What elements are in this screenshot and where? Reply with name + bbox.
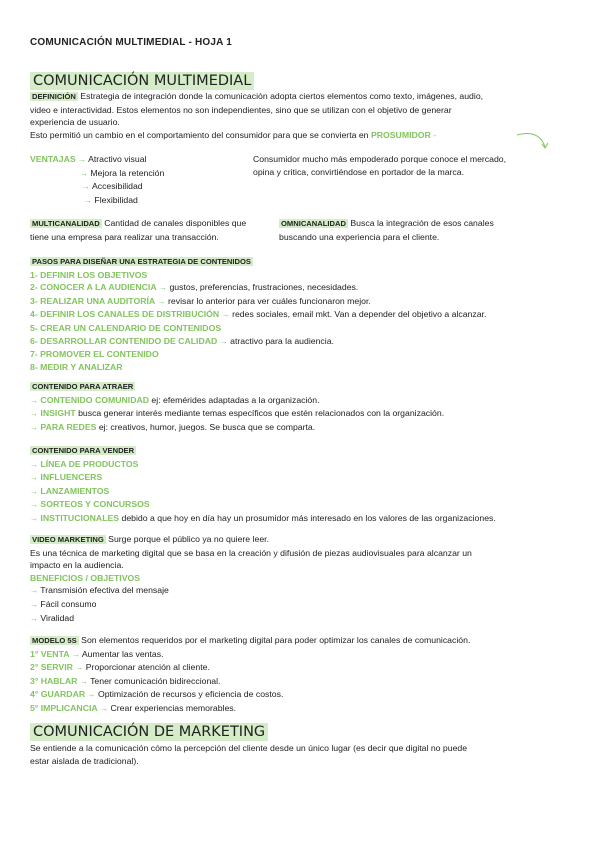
paso-title: 2- CONOCER A LA AUDIENCIA	[30, 282, 157, 293]
video-marketing-label: VIDEO MARKETING	[32, 535, 104, 544]
curved-arrow-icon	[515, 129, 555, 155]
ventajas-block	[30, 153, 260, 207]
atraer-item-desc: ej: creativos, humor, juegos. Se busca que se comparta.	[96, 421, 316, 432]
ventaja-item: Accesibilidad	[91, 181, 143, 192]
modelo-5s-block	[30, 634, 570, 716]
paso-item	[30, 308, 570, 322]
arrow-icon: →	[157, 296, 166, 306]
marketing-text-2: estar aislada de tradicional).	[30, 755, 139, 766]
paso-title: 7- PROMOVER EL CONTENIDO	[30, 349, 159, 360]
atraer-item	[30, 407, 570, 421]
definition-text-3: experiencia de usuario.	[30, 117, 120, 128]
modelo-item-title: 3° HABLAR	[30, 675, 78, 686]
modelo-item-desc: Proporcionar atención al cliente.	[85, 662, 210, 673]
arrow-icon: →	[30, 500, 38, 510]
vender-item	[30, 498, 570, 512]
beneficio-item	[30, 598, 570, 612]
atraer-item-title: CONTENIDO COMUNIDAD	[40, 394, 150, 405]
modelo-item-title: 4° GUARDAR	[30, 689, 86, 700]
beneficio-text: Viralidad	[40, 612, 75, 623]
arrow-icon: →	[78, 155, 87, 164]
beneficio-item	[30, 612, 570, 626]
modelo-item-title: 5° IMPLICANCIA	[30, 702, 98, 713]
arrow-icon: →	[30, 409, 38, 419]
arrow-icon: →	[30, 473, 38, 483]
modelo-item	[30, 702, 570, 716]
paso-item	[30, 361, 570, 374]
paso-item	[30, 322, 570, 335]
multicanalidad-text-1: Cantidad de canales disponibles que	[101, 218, 247, 228]
cambio-text: Esto permitió un cambio en el comportamiento del consumidor para que se convierta en	[30, 129, 371, 140]
beneficios-label: BENEFICIOS / OBJETIVOS	[30, 572, 141, 583]
vender-item-title: LANZAMIENTOS	[40, 485, 110, 496]
modelo-item-desc: Tener comunicación bidireccional.	[90, 675, 221, 686]
paso-desc: gustos, preferencias, frustraciones, necesidades.	[169, 282, 359, 293]
vender-item	[30, 485, 570, 499]
omnicanalidad-block	[279, 217, 570, 243]
modelo-item	[30, 675, 570, 689]
modelo-item	[30, 688, 570, 702]
paso-item	[30, 295, 570, 309]
paso-item	[30, 269, 570, 282]
arrow-icon: →	[30, 613, 38, 623]
arrow-icon: →	[71, 649, 80, 659]
paso-desc: atractivo para la audiencia.	[230, 335, 334, 346]
arrow-icon: →	[159, 283, 168, 293]
pasos-label: PASOS PARA DISEÑAR UNA ESTRATEGIA DE CONTENIDOS	[32, 257, 251, 266]
modelo-item-title: 1° VENTA	[30, 648, 70, 659]
modelo-item-title: 2° SERVIR	[30, 662, 73, 673]
arrow-icon: →	[100, 703, 109, 713]
atraer-item-title: INSIGHT	[40, 408, 76, 419]
beneficio-item	[30, 584, 570, 598]
omnicanalidad-text-1: Busca la integración de esos canales	[347, 218, 494, 228]
video-text-3: impacto en la audiencia.	[30, 560, 124, 571]
arrow-icon: →	[30, 459, 38, 469]
modelo-item	[30, 648, 570, 662]
dash-arrow-icon: -	[430, 129, 437, 140]
consumidor-block	[253, 153, 570, 178]
definition-text-1: Estrategia de integración donde la comunicación adopta ciertos elementos como texto, imágenes, audio,	[77, 91, 484, 101]
consumidor-text-2: opina y critica, convirtiéndose en portador de la marca.	[253, 166, 465, 177]
arrow-icon: →	[75, 663, 84, 673]
paso-title: 6- DESARROLLAR CONTENIDO DE CALIDAD	[30, 335, 218, 346]
video-text-2: Es una técnica de marketing digital que se basa en la creación y difusión de piezas audiovisuales para alcanzar un	[30, 547, 472, 558]
multicanalidad-block	[30, 217, 280, 243]
consumidor-text-1: Consumidor mucho más empoderado porque conoce el mercado,	[253, 154, 507, 164]
arrow-icon: →	[79, 676, 88, 686]
arrow-icon: →	[30, 599, 38, 609]
modelo-5s-text: Son elementos requeridos por el marketing digital para poder optimizar los canales de comunicación.	[78, 635, 471, 645]
marketing-text-1: Se entiende a la comunicación cómo la percepción del cliente desde un único lugar (es decir que digital no puede	[30, 743, 468, 753]
modelo-item-desc: Aumentar las ventas.	[81, 648, 164, 659]
modelo-5s-label: MODELO 5S	[32, 636, 77, 645]
atraer-item-title: PARA REDES	[40, 421, 97, 432]
arrow-icon: →	[30, 586, 38, 596]
definition-label: DEFINICIÓN	[32, 92, 76, 101]
paso-desc: revisar lo anterior para ver cuáles funcionaron mejor.	[168, 295, 371, 306]
arrow-icon: →	[221, 310, 230, 320]
atraer-item	[30, 421, 570, 435]
section-title-multimedial: COMUNICACIÓN MULTIMEDIAL	[30, 72, 254, 90]
ventaja-item: Atractivo visual	[88, 154, 147, 164]
arrow-icon: →	[87, 690, 96, 700]
vender-item	[30, 512, 570, 526]
arrow-icon: →	[30, 395, 38, 405]
arrow-icon: →	[80, 168, 88, 178]
arrow-icon: →	[30, 486, 38, 496]
prosumidor-term: PROSUMIDOR	[370, 129, 431, 140]
modelo-item-desc: Crear experiencias memorables.	[110, 702, 237, 713]
page-header-title: COMUNICACIÓN MULTIMEDIAL - HOJA 1	[30, 37, 232, 48]
vender-item-title: LÍNEA DE PRODUCTOS	[40, 458, 139, 469]
atraer-item-desc: busca generar interés mediante temas específicos que estén relacionados con la organización.	[75, 408, 445, 419]
paso-desc: redes sociales, email mkt. Van a depender del objetivo a alcanzar.	[232, 309, 487, 320]
arrow-icon: →	[84, 195, 92, 205]
vender-item-title: INSTITUCIONALES	[40, 512, 120, 523]
definition-paragraph	[30, 90, 570, 104]
vender-item	[30, 458, 570, 472]
beneficio-text: Fácil consumo	[40, 598, 97, 609]
paso-item	[30, 335, 570, 349]
paso-item	[30, 348, 570, 361]
atraer-block	[30, 380, 570, 434]
paso-title: 1- DEFINIR LOS OBJETIVOS	[30, 269, 148, 280]
paso-title: 5- CREAR UN CALENDARIO DE CONTENIDOS	[30, 322, 222, 333]
vender-block	[30, 444, 570, 526]
atraer-label: CONTENIDO PARA ATRAER	[32, 382, 134, 391]
omnicanalidad-label: OMNICANALIDAD	[281, 219, 346, 228]
paso-title: 8- MEDIR Y ANALIZAR	[30, 361, 123, 372]
marketing-paragraph	[30, 742, 570, 767]
vender-item-title: SORTEOS Y CONCURSOS	[40, 499, 150, 510]
section-title-marketing: COMUNICACIÓN DE MARKETING	[30, 723, 268, 741]
multicanalidad-label: MULTICANALIDAD	[32, 219, 100, 228]
ventaja-item: Flexibilidad	[94, 194, 138, 205]
vender-item	[30, 471, 570, 485]
video-marketing-block	[30, 533, 570, 625]
arrow-icon: →	[30, 513, 38, 523]
paso-title: 3- REALIZAR UNA AUDITORÍA	[30, 295, 156, 306]
arrow-icon: →	[219, 336, 228, 346]
arrow-icon: →	[82, 182, 90, 192]
ventaja-item: Mejora la retención	[90, 167, 165, 178]
atraer-item-desc: ej: efemérides adaptadas a la organización.	[149, 394, 320, 405]
paso-item	[30, 281, 570, 295]
modelo-item-desc: Optimización de recursos y eficiencia de costos.	[97, 689, 284, 700]
prosumidor-sentence	[30, 129, 570, 142]
omnicanalidad-text-2: buscando una experiencia para el cliente.	[279, 231, 440, 242]
vender-item-desc: debido a que hoy en día hay un prosumidor más interesado en los valores de las organizaciones.	[119, 512, 496, 523]
arrow-icon: →	[30, 422, 38, 432]
video-text-1: Surge porque el público ya no quiere leer.	[105, 534, 269, 544]
atraer-item	[30, 394, 570, 408]
multicanalidad-text-2: tiene una empresa para realizar una transacción.	[30, 231, 219, 242]
vender-item-title: INFLUENCERS	[40, 472, 103, 483]
definition-text-2: video e interactividad. Estos elementos no son independientes, sino que se utilizan con el objetivo de generar	[30, 104, 452, 115]
paso-title: 4- DEFINIR LOS CANALES DE DISTRIBUCIÓN	[30, 309, 220, 320]
beneficio-text: Transmisión efectiva del mensaje	[40, 585, 169, 596]
ventajas-label: VENTAJAS	[30, 154, 76, 164]
vender-label: CONTENIDO PARA VENDER	[32, 446, 135, 455]
modelo-item	[30, 661, 570, 675]
pasos-block	[30, 255, 570, 373]
